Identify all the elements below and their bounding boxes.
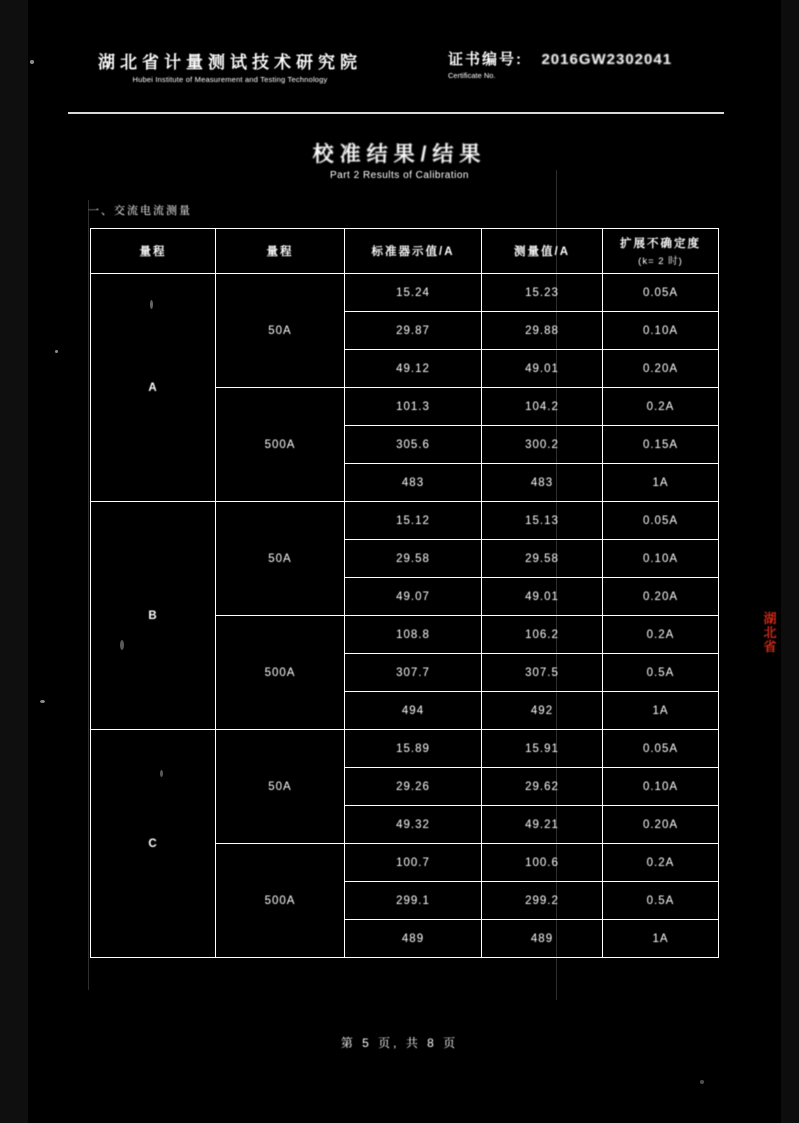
cell-error: 0.2A — [603, 388, 719, 426]
seal-char: 北 — [763, 625, 777, 640]
cell-error: 0.5A — [603, 654, 719, 692]
cell-standard: 494 — [345, 692, 482, 730]
cell-error: 0.05A — [603, 274, 719, 312]
cell-range: 500A — [216, 844, 345, 958]
cell-standard: 15.89 — [345, 730, 482, 768]
cell-standard: 49.12 — [345, 350, 482, 388]
cell-error: 0.10A — [603, 768, 719, 806]
column-header-condition: 量程 — [91, 229, 216, 274]
cell-standard: 15.12 — [345, 502, 482, 540]
cell-measured: 49.21 — [482, 806, 603, 844]
cell-error: 0.05A — [603, 502, 719, 540]
table-row — [91, 274, 719, 312]
cell-measured: 15.13 — [482, 502, 603, 540]
cell-range: 50A — [216, 502, 345, 616]
cell-error: 0.10A — [603, 540, 719, 578]
cell-standard: 29.87 — [345, 312, 482, 350]
cell-standard: 108.8 — [345, 616, 482, 654]
certificate-number-value: 2016GW2302041 — [541, 51, 673, 68]
results-table-wrapper — [90, 228, 713, 958]
cell-measured: 299.2 — [482, 882, 603, 920]
cell-measured: 29.88 — [482, 312, 603, 350]
page-title-cn: 校准结果/结果 — [312, 143, 487, 166]
cell-standard: 101.3 — [345, 388, 482, 426]
cell-measured: 29.62 — [482, 768, 603, 806]
cell-measured: 49.01 — [482, 350, 603, 388]
cell-standard: 299.1 — [345, 882, 482, 920]
cell-standard: 49.07 — [345, 578, 482, 616]
organization-name-cn: 湖北省计量测试技术研究院 — [98, 53, 362, 72]
uncertainty-sub-label: (k= 2 时) — [638, 256, 683, 267]
cell-standard: 489 — [345, 920, 482, 958]
cell-error: 1A — [603, 464, 719, 502]
cell-measured: 15.91 — [482, 730, 603, 768]
cell-measured: 489 — [482, 920, 603, 958]
page-footer: 第 5 页, 共 8 页 — [340, 1036, 459, 1050]
cell-measured: 300.2 — [482, 426, 603, 464]
cell-error: 0.20A — [603, 578, 719, 616]
cell-error: 0.05A — [603, 730, 719, 768]
cell-measured: 492 — [482, 692, 603, 730]
cell-condition: B — [91, 502, 216, 730]
cell-error: 1A — [603, 920, 719, 958]
cell-range: 500A — [216, 616, 345, 730]
organization-block — [75, 48, 385, 84]
seal-char: 省 — [763, 639, 777, 654]
column-header-uncertainty — [603, 229, 719, 274]
cell-standard: 49.32 — [345, 806, 482, 844]
cell-standard: 29.26 — [345, 768, 482, 806]
column-header-measured: 测量值/A — [482, 229, 603, 274]
uncertainty-main-label: 扩展不确定度 — [620, 238, 701, 250]
organization-name-en: Hubei Institute of Measurement and Testing Technology — [132, 75, 328, 84]
cell-range: 50A — [216, 274, 345, 388]
scan-speckle — [700, 1080, 704, 1084]
certificate-label-cn: 证书编号: — [448, 51, 523, 68]
header-divider — [68, 112, 724, 114]
scan-edge-right — [781, 0, 799, 1123]
cell-measured: 29.58 — [482, 540, 603, 578]
table-head — [91, 229, 719, 274]
cell-measured: 106.2 — [482, 616, 603, 654]
table-body — [91, 274, 719, 958]
cell-error: 0.20A — [603, 806, 719, 844]
cell-error: 0.15A — [603, 426, 719, 464]
scan-edge-left — [0, 0, 28, 1123]
certificate-number-block — [448, 48, 672, 80]
column-header-standard: 标准器示值/A — [345, 229, 482, 274]
table-header-row — [91, 229, 719, 274]
cell-standard: 100.7 — [345, 844, 482, 882]
cell-measured: 307.5 — [482, 654, 603, 692]
column-header-range: 量程 — [216, 229, 345, 274]
cell-range: 50A — [216, 730, 345, 844]
cell-error: 0.2A — [603, 844, 719, 882]
section-label: 一、交流电流测量 — [88, 205, 192, 217]
cell-error: 0.2A — [603, 616, 719, 654]
scan-speckle — [40, 700, 45, 703]
cell-range: 500A — [216, 388, 345, 502]
cell-error: 0.10A — [603, 312, 719, 350]
fold-line-left — [88, 200, 89, 990]
cell-standard: 15.24 — [345, 274, 482, 312]
page-title-en: Part 2 Results of Calibration — [329, 170, 469, 181]
table-row — [91, 730, 719, 768]
cell-error: 0.20A — [603, 350, 719, 388]
document-header — [0, 48, 799, 94]
cell-condition: C — [91, 730, 216, 958]
cell-measured: 100.6 — [482, 844, 603, 882]
table-row — [91, 502, 719, 540]
scan-speckle — [55, 350, 58, 353]
seal-char: 湖 — [763, 611, 777, 626]
red-seal-stamp — [762, 612, 778, 670]
cell-error: 1A — [603, 692, 719, 730]
calibration-results-table — [90, 228, 719, 958]
cell-standard: 307.7 — [345, 654, 482, 692]
cell-condition: A — [91, 274, 216, 502]
cell-measured: 49.01 — [482, 578, 603, 616]
cell-standard: 483 — [345, 464, 482, 502]
cell-error: 0.5A — [603, 882, 719, 920]
cell-measured: 15.23 — [482, 274, 603, 312]
cell-measured: 483 — [482, 464, 603, 502]
cell-measured: 104.2 — [482, 388, 603, 426]
cell-standard: 305.6 — [345, 426, 482, 464]
cell-standard: 29.58 — [345, 540, 482, 578]
certificate-label-en: Certificate No. — [448, 71, 496, 80]
